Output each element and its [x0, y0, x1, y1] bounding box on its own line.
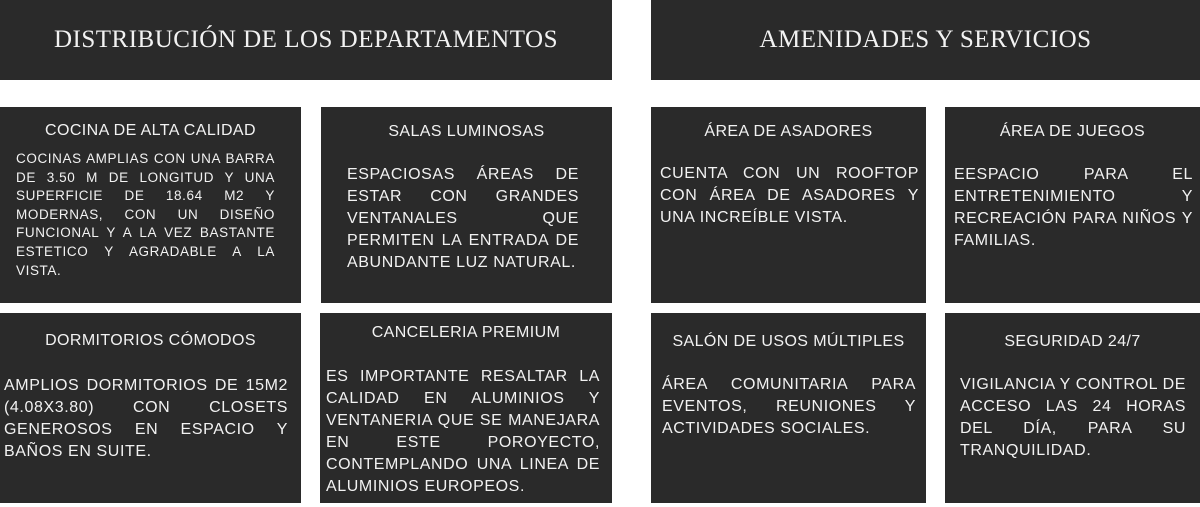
card-juegos — [945, 107, 1200, 303]
card-salas — [321, 107, 612, 303]
card-juegos-body: EESPACIO PARA EL ENTRETENIMIENTO Y RECREACIÓN PARA NIÑOS Y FAMILIAS. — [954, 166, 1193, 249]
card-cocina-body: COCINAS AMPLIAS CON UNA BARRA DE 3.50 M DE LONGITUD Y UNA SUPERFICIE DE 18.64 M2 Y MODERNAS, CON UN DISEÑO FUNCIONAL Y A LA VEZ BASTANTE ESTETICO Y AGRADABLE A LA VISTA. — [16, 151, 275, 278]
card-seguridad-body: VIGILANCIA Y CONTROL DE ACCESO LAS 24 HORAS DEL DÍA, PARA SU TRANQUILIDAD. — [960, 376, 1187, 459]
card-juegos-title: ÁREA DE JUEGOS — [999, 123, 1146, 140]
card-asadores-body: CUENTA CON UN ROOFTOP CON ÁREA DE ASADORES Y UNA INCREÍBLE VISTA. — [660, 165, 919, 226]
card-salas-title: SALAS LUMINOSAS — [388, 123, 545, 140]
card-seguridad-title: SEGURIDAD 24/7 — [1004, 333, 1141, 350]
card-seguridad — [945, 313, 1200, 503]
card-canceleria — [320, 313, 612, 503]
card-salon — [651, 313, 926, 503]
amenities-section-title: AMENIDADES Y SERVICIOS — [759, 26, 1092, 53]
card-cocina-title: COCINA DE ALTA CALIDAD — [45, 122, 256, 139]
card-canceleria-title: CANCELERIA PREMIUM — [371, 324, 561, 341]
card-dormitorios-body: AMPLIOS DORMITORIOS DE 15M2 (4.08X3.80) CON CLOSETS GENEROSOS EN ESPACIO Y BAÑOS EN SUITE. — [4, 377, 288, 460]
distribution-section-header — [0, 0, 612, 80]
card-asadores — [651, 107, 926, 303]
card-canceleria-body: ES IMPORTANTE RESALTAR LA CALIDAD EN ALUMINIOS Y VENTANERIA QUE SE MANEJARA EN ESTE POROYECTO, CONTEMPLANDO UNA LINEA DE ALUMINIOS EUROPEOS. — [326, 368, 600, 495]
card-salon-title: SALÓN DE USOS MÚLTIPLES — [672, 333, 905, 350]
amenities-section-header — [651, 0, 1200, 80]
card-cocina — [0, 107, 301, 303]
card-dormitorios-title: DORMITORIOS CÓMODOS — [45, 332, 256, 349]
card-dormitorios — [0, 313, 301, 503]
card-salas-body: ESPACIOSAS ÁREAS DE ESTAR CON GRANDES VENTANALES QUE PERMITEN LA ENTRADA DE ABUNDANTE LUZ NATURAL. — [347, 166, 579, 271]
card-asadores-title: ÁREA DE ASADORES — [704, 123, 873, 140]
card-salon-body: ÁREA COMUNITARIA PARA EVENTOS, REUNIONES Y ACTIVIDADES SOCIALES. — [662, 376, 916, 437]
distribution-section-title: DISTRIBUCIÓN DE LOS DEPARTAMENTOS — [53, 26, 558, 53]
